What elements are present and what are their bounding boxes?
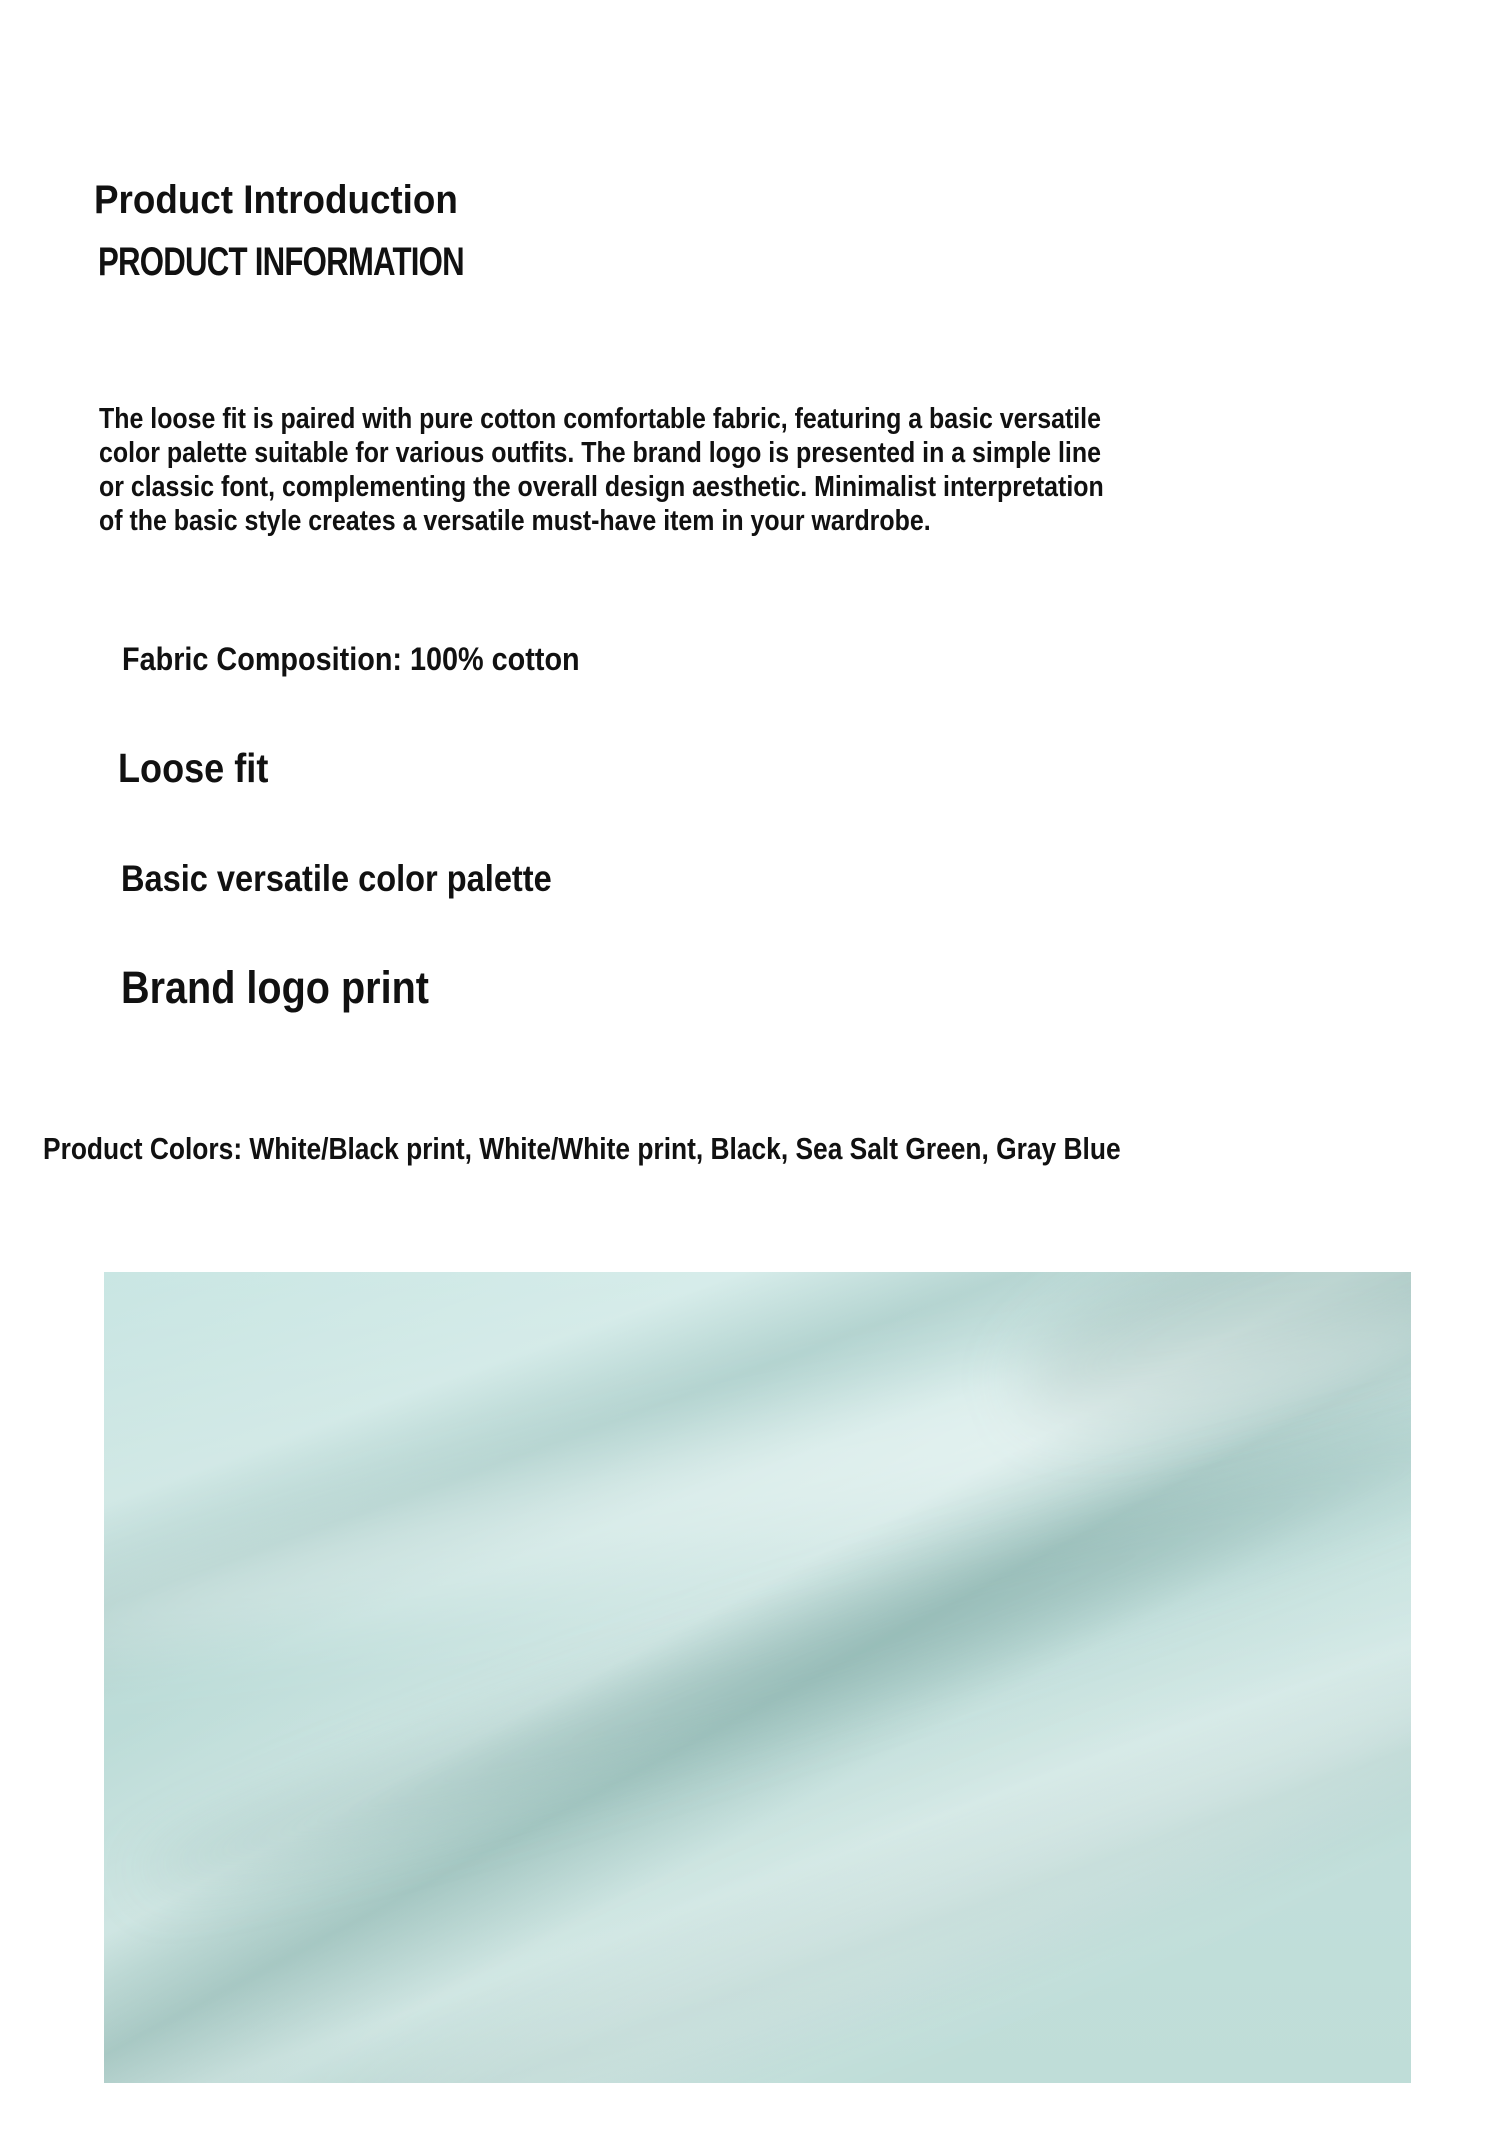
fabric-composition: Fabric Composition: 100% cotton — [122, 641, 580, 677]
feature-fit: Loose fit — [118, 745, 269, 791]
description-line: The loose fit is paired with pure cotton comfortable fabric, featuring a basic versatile — [99, 403, 1101, 435]
feature-palette: Basic versatile color palette — [121, 858, 552, 899]
product-description — [99, 402, 1104, 538]
section-subtitle: PRODUCT INFORMATION — [98, 240, 464, 284]
section-title: Product Introduction — [94, 178, 458, 222]
description-line: color palette suitable for various outfits. The brand logo is presented in a simple line — [99, 437, 1101, 469]
feature-logo: Brand logo print — [121, 962, 429, 1013]
fabric-closeup-image — [104, 1272, 1411, 2083]
description-line: of the basic style creates a versatile must-have item in your wardrobe. — [99, 505, 931, 537]
description-line: or classic font, complementing the overall design aesthetic. Minimalist interpretation — [99, 471, 1104, 503]
product-colors: Product Colors: White/Black print, White/White print, Black, Sea Salt Green, Gray Blue — [43, 1131, 1121, 1166]
